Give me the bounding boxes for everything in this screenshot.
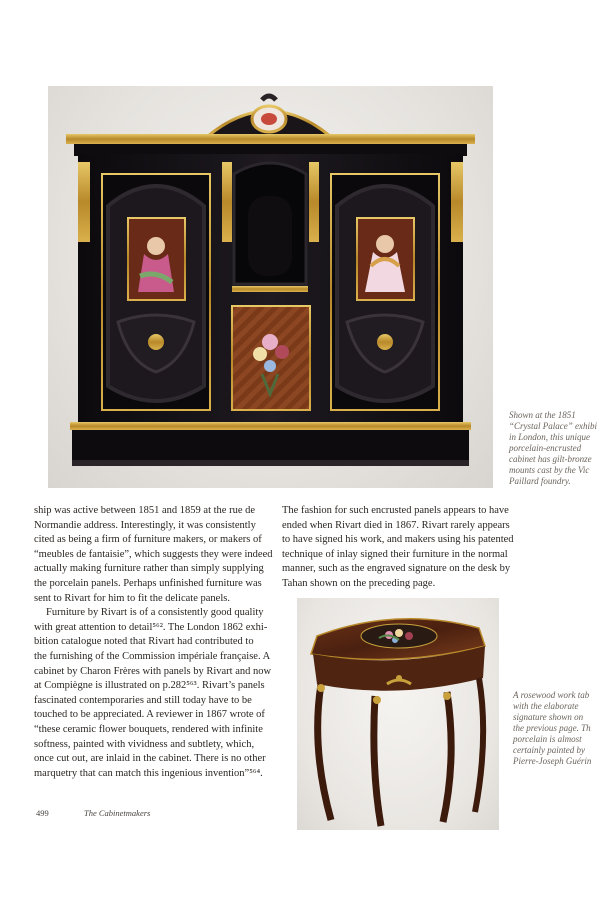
cabinet-caption <box>509 410 597 487</box>
text-line: Tahan shown on the preceding page. <box>282 577 436 589</box>
text-line: sent to Rivart for him to fit the delicate panels. <box>34 592 230 604</box>
text-line: softness, painted with vividness and subtlety, which, <box>34 738 255 750</box>
text-line: cited as being a firm of furniture makers, or makers of <box>34 534 262 546</box>
paragraph <box>34 606 270 781</box>
text-line: once cut out, are inlaid in the cabinet. There is no other <box>34 753 266 765</box>
text-line: technique of inlay signed their furniture in the normal <box>282 548 508 560</box>
text-line: “these ceramic flower bouquets, rendered with infinite <box>34 723 263 735</box>
text-line: touched to be appreciated. A reviewer in 1867 wrote of <box>34 709 265 721</box>
text-line: bition catalogue noted that Rivart had contributed to <box>34 636 254 648</box>
caption-line: porcelain is almost <box>513 734 582 744</box>
caption-line: certainly painted by <box>513 745 585 755</box>
text-line: at Compiègne is illustrated on p.282⁵⁶³. Rivart’s panels <box>34 680 265 692</box>
caption-line: “Crystal Palace” exhibi <box>509 421 597 431</box>
text-line: actually making furniture rather than simply supplying <box>34 563 264 575</box>
page-number: 499 <box>36 808 49 818</box>
caption-line: mounts cast by the Vic <box>509 465 590 475</box>
caption-line: Paillard foundry. <box>509 476 571 486</box>
work-table-photo <box>297 598 499 830</box>
work-table-illustration <box>297 598 499 830</box>
text-line: marquetry that can match this ingenious invention”⁵⁶⁴. <box>34 767 263 779</box>
text-line: fascinated contemporaries and still today have to be <box>34 694 252 706</box>
text-line: Normandie address. Interestingly, it was consistently <box>34 519 256 531</box>
caption-line: cabinet has gilt-bronze <box>509 454 592 464</box>
cabinet-illustration <box>48 86 493 488</box>
text-line: ship was active between 1851 and 1859 at the rue de <box>34 505 256 516</box>
caption-line: with the elaborate <box>513 701 579 711</box>
caption-line: porcelain-encrusted <box>509 443 582 453</box>
work-table-caption <box>513 690 591 767</box>
paragraph <box>282 504 514 592</box>
caption-line: in London, this unique <box>509 432 591 442</box>
text-line: manner, such as the engraved signature on the desk by <box>282 563 511 575</box>
running-title: The Cabinetmakers <box>84 808 151 818</box>
caption-line: the previous page. Th <box>513 723 591 733</box>
text-line: the furnishing of the Commission impériale française. A <box>34 650 271 662</box>
caption-line: A rosewood work tab <box>513 690 590 700</box>
text-line: ended when Rivart died in 1867. Rivart rarely appears <box>282 519 510 531</box>
cabinet-photo <box>48 86 493 488</box>
text-line: Furniture by Rivart is of a consistently good quality <box>46 607 264 619</box>
text-line: the porcelain panels. Perhaps unfinished furniture was <box>34 577 262 589</box>
right-text-column <box>282 504 514 592</box>
text-line: with great attention to detail⁵⁶². The London 1862 exhi- <box>34 621 268 633</box>
text-line: The fashion for such encrusted panels appears to have <box>282 505 509 516</box>
text-line: cabinet by Charon Frères with panels by Rivart and now <box>34 665 272 677</box>
text-line: to have signed his work, and makers using his patented <box>282 534 514 546</box>
caption-line: Pierre-Joseph Guérin <box>513 756 592 766</box>
caption-line: Shown at the 1851 <box>509 410 576 420</box>
caption-line: signature shown on <box>513 712 584 722</box>
text-line: “meubles de fantaisie”, which suggests they were indeed <box>34 548 273 560</box>
left-text-column <box>34 504 273 781</box>
paragraph <box>34 504 273 606</box>
